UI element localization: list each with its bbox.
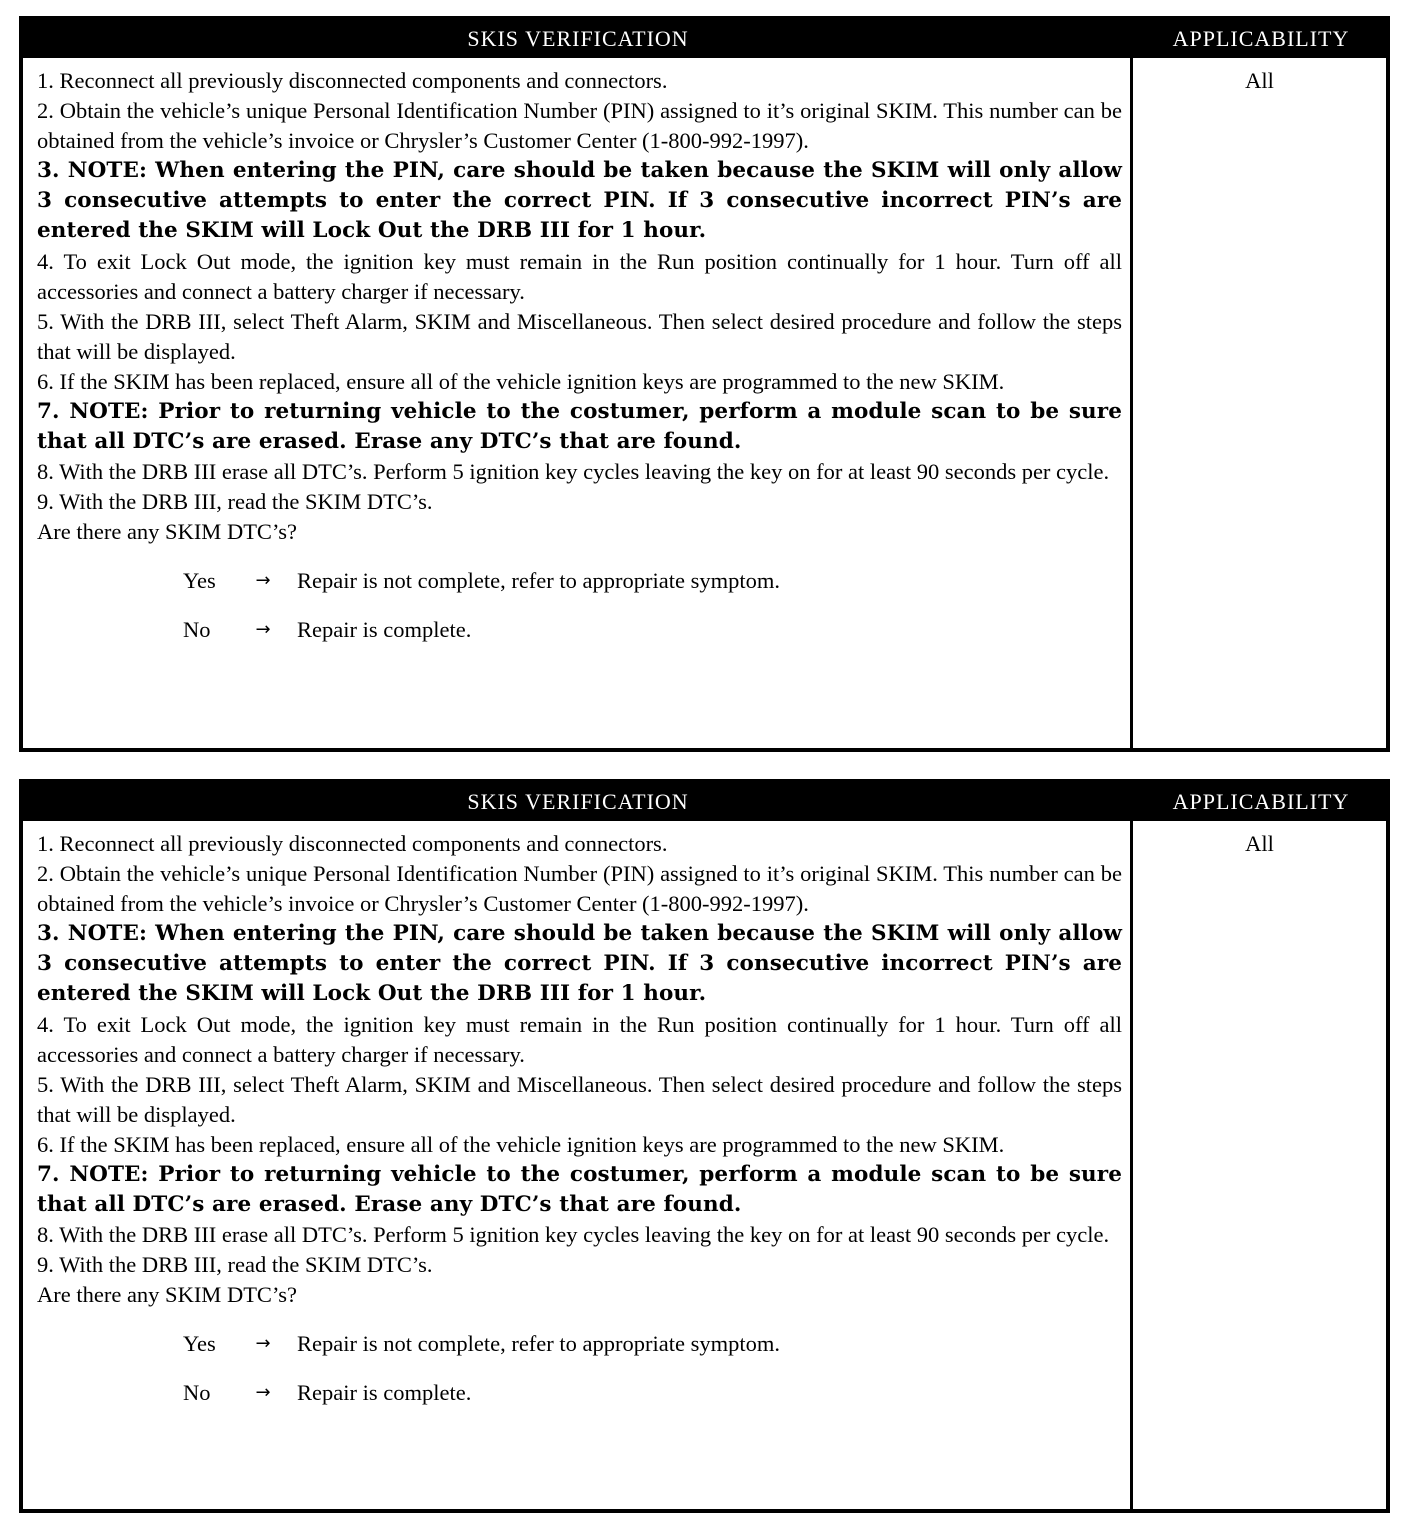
step-8: 8. With the DRB III erase all DTC’s. Perform 5 ignition key cycles leaving the key on for at least 90 seconds per cycle. [37,459,1110,485]
procedure-cell [23,58,1133,748]
step-4: 4. To exit Lock Out mode, the ignition key must remain in the Run position continually for 1 hour. Turn off all accessories and connect a battery charger if necessary. [37,1011,1122,1067]
step-3-note: 3. NOTE: When entering the PIN, care should be taken because the SKIM will only allow 3 consecutive attempts to enter the correct PIN. If 3 consecutive incorrect PIN’s are entered the SKIM will Lock Out the DRB III for 1 hour. [37,921,1122,1007]
right-arrow-icon: → [255,1333,271,1355]
applicability-cell: All [1245,831,1274,856]
step-5: 5. With the DRB III, select Theft Alarm, SKIM and Miscellaneous. Then select desired procedure and follow the steps that will be displayed. [37,1071,1122,1127]
question: Are there any SKIM DTC’s? [37,519,297,545]
procedure-cell [23,821,1133,1509]
answer-text: Repair is complete. [297,617,472,643]
question: Are there any SKIM DTC’s? [37,1282,297,1308]
table-header [23,783,1386,821]
step-1: 1. Reconnect all previously disconnected components and connectors. [37,68,668,93]
answer-no [183,616,1122,646]
right-arrow-icon: → [255,1382,271,1404]
step-5: 5. With the DRB III, select Theft Alarm, SKIM and Miscellaneous. Then select desired procedure and follow the steps that will be displayed. [37,308,1122,364]
answer-label: Yes [183,568,216,594]
verification-table-1 [19,16,1390,752]
answers [37,567,1122,646]
step-2: 2. Obtain the vehicle’s unique Personal Identification Number (PIN) assigned to it’s original SKIM. This number can be obtained from the vehicle’s invoice or Chrysler’s Customer Center (1-800-992-1997). [37,98,1122,154]
verification-table-2 [19,779,1390,1513]
answers [37,1330,1122,1409]
step-7-note: 7. NOTE: Prior to returning vehicle to the costumer, perform a module scan to be sure that all DTC’s are erased. Erase any DTC’s that are found. [37,1162,1122,1218]
applicability-header: APPLICABILITY [1133,20,1386,58]
answer-label: No [183,617,211,643]
step-6: 6. If the SKIM has been replaced, ensure all of the vehicle ignition keys are programmed to the new SKIM. [37,1131,1005,1157]
answer-yes [183,1330,1122,1360]
table-title: SKIS VERIFICATION [467,26,689,51]
step-9: 9. With the DRB III, read the SKIM DTC’s. [37,489,433,515]
answer-text: Repair is not complete, refer to appropriate symptom. [297,1331,780,1357]
applicability-header: APPLICABILITY [1133,783,1386,821]
table-body [23,58,1386,748]
table-header [23,20,1386,58]
answer-no [183,1379,1122,1409]
answer-text: Repair is not complete, refer to appropriate symptom. [297,568,780,594]
table-body [23,821,1386,1509]
answer-text: Repair is complete. [297,1380,472,1406]
step-8: 8. With the DRB III erase all DTC’s. Perform 5 ignition key cycles leaving the key on for at least 90 seconds per cycle. [37,1222,1110,1248]
table-title: SKIS VERIFICATION [467,789,689,814]
step-1: 1. Reconnect all previously disconnected components and connectors. [37,831,668,856]
step-6: 6. If the SKIM has been replaced, ensure all of the vehicle ignition keys are programmed to the new SKIM. [37,368,1005,394]
right-arrow-icon: → [255,570,271,592]
answer-label: Yes [183,1331,216,1357]
step-4: 4. To exit Lock Out mode, the ignition key must remain in the Run position continually for 1 hour. Turn off all accessories and connect a battery charger if necessary. [37,248,1122,304]
answer-yes [183,567,1122,597]
step-9: 9. With the DRB III, read the SKIM DTC’s. [37,1252,433,1278]
answer-label: No [183,1380,211,1406]
step-7-note: 7. NOTE: Prior to returning vehicle to the costumer, perform a module scan to be sure that all DTC’s are erased. Erase any DTC’s that are found. [37,399,1122,455]
step-2: 2. Obtain the vehicle’s unique Personal Identification Number (PIN) assigned to it’s original SKIM. This number can be obtained from the vehicle’s invoice or Chrysler’s Customer Center (1-800-992-1997). [37,861,1122,917]
applicability-cell: All [1245,68,1274,93]
step-3-note: 3. NOTE: When entering the PIN, care should be taken because the SKIM will only allow 3 consecutive attempts to enter the correct PIN. If 3 consecutive incorrect PIN’s are entered the SKIM will Lock Out the DRB III for 1 hour. [37,158,1122,244]
right-arrow-icon: → [255,619,271,641]
